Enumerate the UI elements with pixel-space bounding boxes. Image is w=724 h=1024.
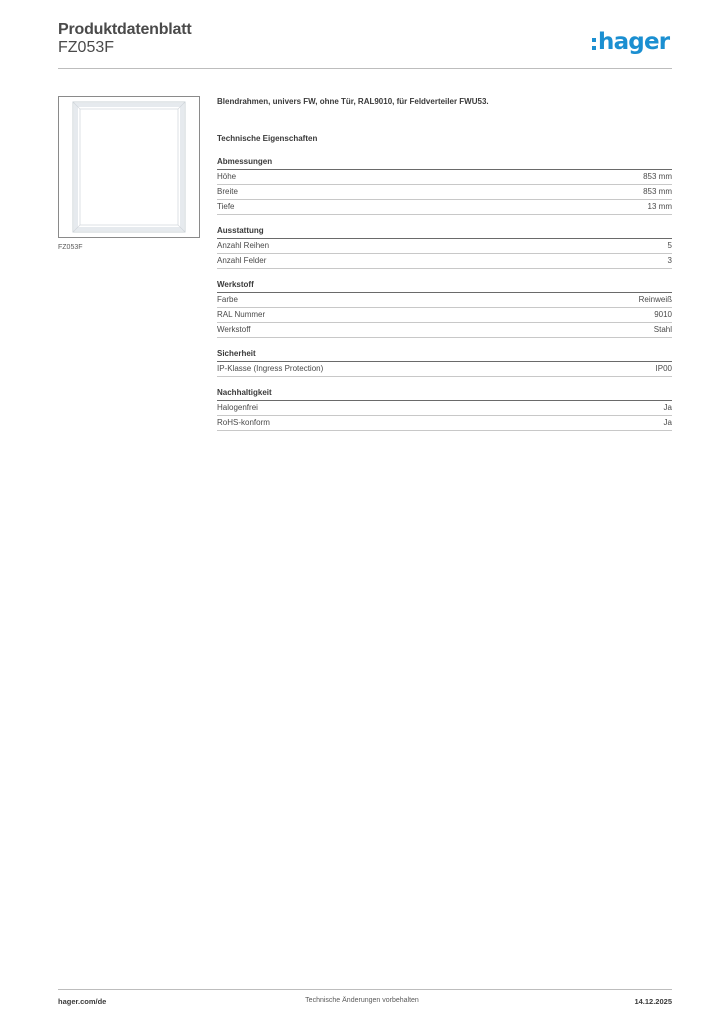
footer-notice: Technische Änderungen vorbehalten [305, 997, 419, 1004]
table-row [217, 308, 672, 323]
footer-website-link[interactable]: hager.com/de [58, 997, 107, 1006]
group-title: Nachhaltigkeit [217, 387, 672, 401]
row-value: 13 mm [647, 202, 672, 211]
row-value: 853 mm [643, 172, 672, 181]
row-value: 853 mm [643, 187, 672, 196]
header-divider [58, 68, 672, 69]
product-image [58, 96, 200, 238]
tech-properties-heading: Technische Eigenschaften [217, 134, 318, 143]
table-row [217, 401, 672, 416]
blank-frame-image [59, 97, 199, 237]
group-title: Werkstoff [217, 279, 672, 293]
footer-date: 14.12.2025 [634, 997, 672, 1006]
table-row [217, 323, 672, 338]
product-details [217, 96, 672, 441]
page-title: Produktdatenblatt [58, 21, 192, 38]
group-title: Sicherheit [217, 348, 672, 362]
group-sicherheit [217, 348, 672, 377]
image-caption: FZ053F [58, 244, 83, 251]
table-row [217, 362, 672, 377]
row-value: Reinweiß [638, 295, 672, 304]
group-title: Abmessungen [217, 156, 672, 170]
group-title: Ausstattung [217, 225, 672, 239]
row-label: Anzahl Reihen [217, 241, 270, 250]
row-label: Halogenfrei [217, 403, 258, 412]
table-row [217, 254, 672, 269]
row-value: Stahl [653, 325, 672, 334]
row-label: Werkstoff [217, 325, 251, 334]
row-value: 5 [667, 241, 672, 250]
row-value: Ja [663, 403, 672, 412]
product-code: FZ053F [58, 39, 115, 56]
table-row [217, 293, 672, 308]
row-label: Anzahl Felder [217, 256, 267, 265]
footer-divider [58, 989, 672, 990]
row-label: RAL Nummer [217, 310, 266, 319]
row-label: IP-Klasse (Ingress Protection) [217, 364, 324, 373]
table-row [217, 200, 672, 215]
table-row [217, 416, 672, 431]
row-label: Breite [217, 187, 238, 196]
logo-text: hager [598, 28, 670, 55]
table-row [217, 239, 672, 254]
row-label: RoHS-konform [217, 418, 270, 427]
row-value: IP00 [655, 364, 672, 373]
group-werkstoff [217, 279, 672, 338]
table-row [217, 185, 672, 200]
logo-colon-icon [592, 38, 596, 50]
row-value: Ja [663, 418, 672, 427]
group-abmessungen [217, 156, 672, 215]
row-label: Tiefe [217, 202, 235, 211]
product-description: Blendrahmen, univers FW, ohne Tür, RAL9010, für Feldverteiler FWU53. [217, 97, 489, 106]
row-label: Farbe [217, 295, 238, 304]
group-ausstattung [217, 225, 672, 269]
row-value: 9010 [654, 310, 672, 319]
group-nachhaltigkeit [217, 387, 672, 431]
row-label: Höhe [217, 172, 237, 181]
table-row [217, 170, 672, 185]
hager-logo [592, 27, 669, 57]
row-value: 3 [667, 256, 672, 265]
